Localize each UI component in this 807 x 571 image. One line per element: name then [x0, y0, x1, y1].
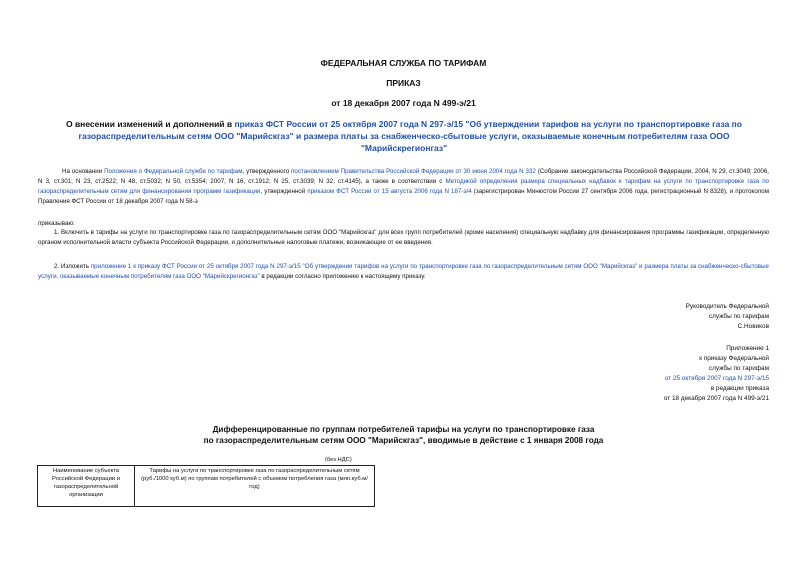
preamble-text-5: (зарегистрирован Минюстом России 27 сентября 2006 года, регистрационный N 8328), и протоколом Правления ФСТ России от 18 декабря 2007 года N 58-э	[38, 188, 770, 205]
appendix-block	[664, 344, 769, 404]
preamble-text-1: На основании	[62, 168, 105, 175]
preamble-text-2: , утвержденного	[242, 168, 292, 175]
signature-block	[686, 302, 769, 332]
appendix-line-5: в редакции приказа	[710, 385, 769, 392]
table-title-line-2: по газораспределительным сетям ООО "Марийскгаз", вводимые в действие с 1 января 2008 года	[203, 436, 604, 445]
regulation-link[interactable]: Положения о Федеральной службе по тарифам	[104, 168, 243, 175]
table-header-region: Наименование субъекта Российской Федерации и газораспределительной организации	[38, 466, 135, 507]
table-header-row	[38, 466, 375, 507]
header-agency: ФЕДЕРАЛЬНАЯ СЛУЖБА ПО ТАРИФАМ	[320, 58, 487, 68]
methodology-link[interactable]: Методикой определения размера специальных надбавок к тарифам на услуги по транспортировке газа по газораспределительным сетям для финансирования программ газификации	[38, 178, 769, 195]
preamble-text-3: (Собрание законодательства Российской Федерации, 2004, N 29, ст.3049; 2006, N 3, ст.301; N 23, ст.2522; N 48, ст.5032; N 50, ст.5354; 2007, N 16, ст.1912; N 25, ст.3039; N 32, ст.4145), а также в соответствии с	[38, 168, 769, 185]
appendix-line-1: Приложение 1	[726, 345, 769, 352]
table-title-line-1: Дифференцированные по группам потребителей тарифы на услуги по транспортировке газа	[212, 425, 595, 434]
tariff-table	[37, 465, 375, 507]
item-2-text-1: 2. Изложить	[54, 263, 91, 270]
preamble-paragraph	[38, 167, 769, 207]
signature-line-2: службы по тарифам	[708, 313, 769, 320]
subject-order-link[interactable]: приказ ФСТ России от 25 октября 2007 года N 297-э/15 "Об утверждении тарифов на услуги по транспортировке газа по газораспределительным сетям ООО "Марийскгаз" и размера платы за снабженческо-сбытовые услуги, оказываемые конечным потребителям газа ООО "Марийскрегионгаз"	[78, 119, 742, 153]
preamble-text-4: , утвержденной	[260, 188, 308, 195]
signature-line-1: Руководитель Федеральной	[685, 303, 769, 310]
appendix-line-6: от 18 декабря 2007 года N 499-э/21	[663, 395, 769, 402]
subject-prefix: О внесении изменений и дополнений в	[65, 119, 235, 129]
header-doc-type: ПРИКАЗ	[386, 78, 421, 88]
appendix-line-3: службы по тарифам	[708, 365, 769, 372]
appendix-order-link[interactable]: приложение 1 к приказу ФСТ России от 25 октября 2007 года N 297-э/15 "Об утверждении тарифов на услуги по транспортировке газа по газораспределительным сетям ООО "Марийскгаз" и размера платы за снабженческо-сбытовые услуги, оказываемые конечным потребителям газа ООО "Марийскрегионгаз"	[38, 263, 769, 280]
appendix-line-2: к приказу Федеральной	[699, 355, 769, 362]
document-subject	[42, 118, 766, 154]
vat-note: (без НДС)	[325, 457, 352, 463]
government-decree-link[interactable]: постановлением Правительства Российской Федерации от 30 июня 2004 года N 332	[291, 168, 536, 175]
order-187-link[interactable]: приказом ФСТ России от 15 августа 2006 года N 187-э/4	[307, 188, 472, 195]
item-1: 1. Включить в тарифы на услуги по транспортировке газа по газораспределительным сетям ООО "Марийскгаз" для всех групп потребителей (кроме населения) специальную надбавку для финансирования программы газификации, определенную органом исполнительной власти субъекта Российской Федерации, и дополнительные налоговые платежи, возникающие от ее введения.	[38, 229, 769, 246]
table-header-tariffs: Тарифы на услуги по транспортировке газа по газораспределительным сетям (руб./1000 куб.м) по группам потребителей с объемом потребления газа (млн.куб.м/год)	[135, 466, 375, 507]
header-date-number: от 18 декабря 2007 года N 499-э/21	[331, 98, 476, 108]
item-2-text-2: в редакции согласно приложению к настоящему приказу.	[259, 273, 426, 280]
signature-name: С.Новиков	[737, 323, 769, 330]
item-2	[38, 262, 769, 282]
table-title	[0, 424, 807, 446]
order-word: приказываю:	[38, 220, 75, 227]
appendix-order-date-link[interactable]: от 25 октября 2007 года N 297-э/15	[664, 375, 769, 382]
